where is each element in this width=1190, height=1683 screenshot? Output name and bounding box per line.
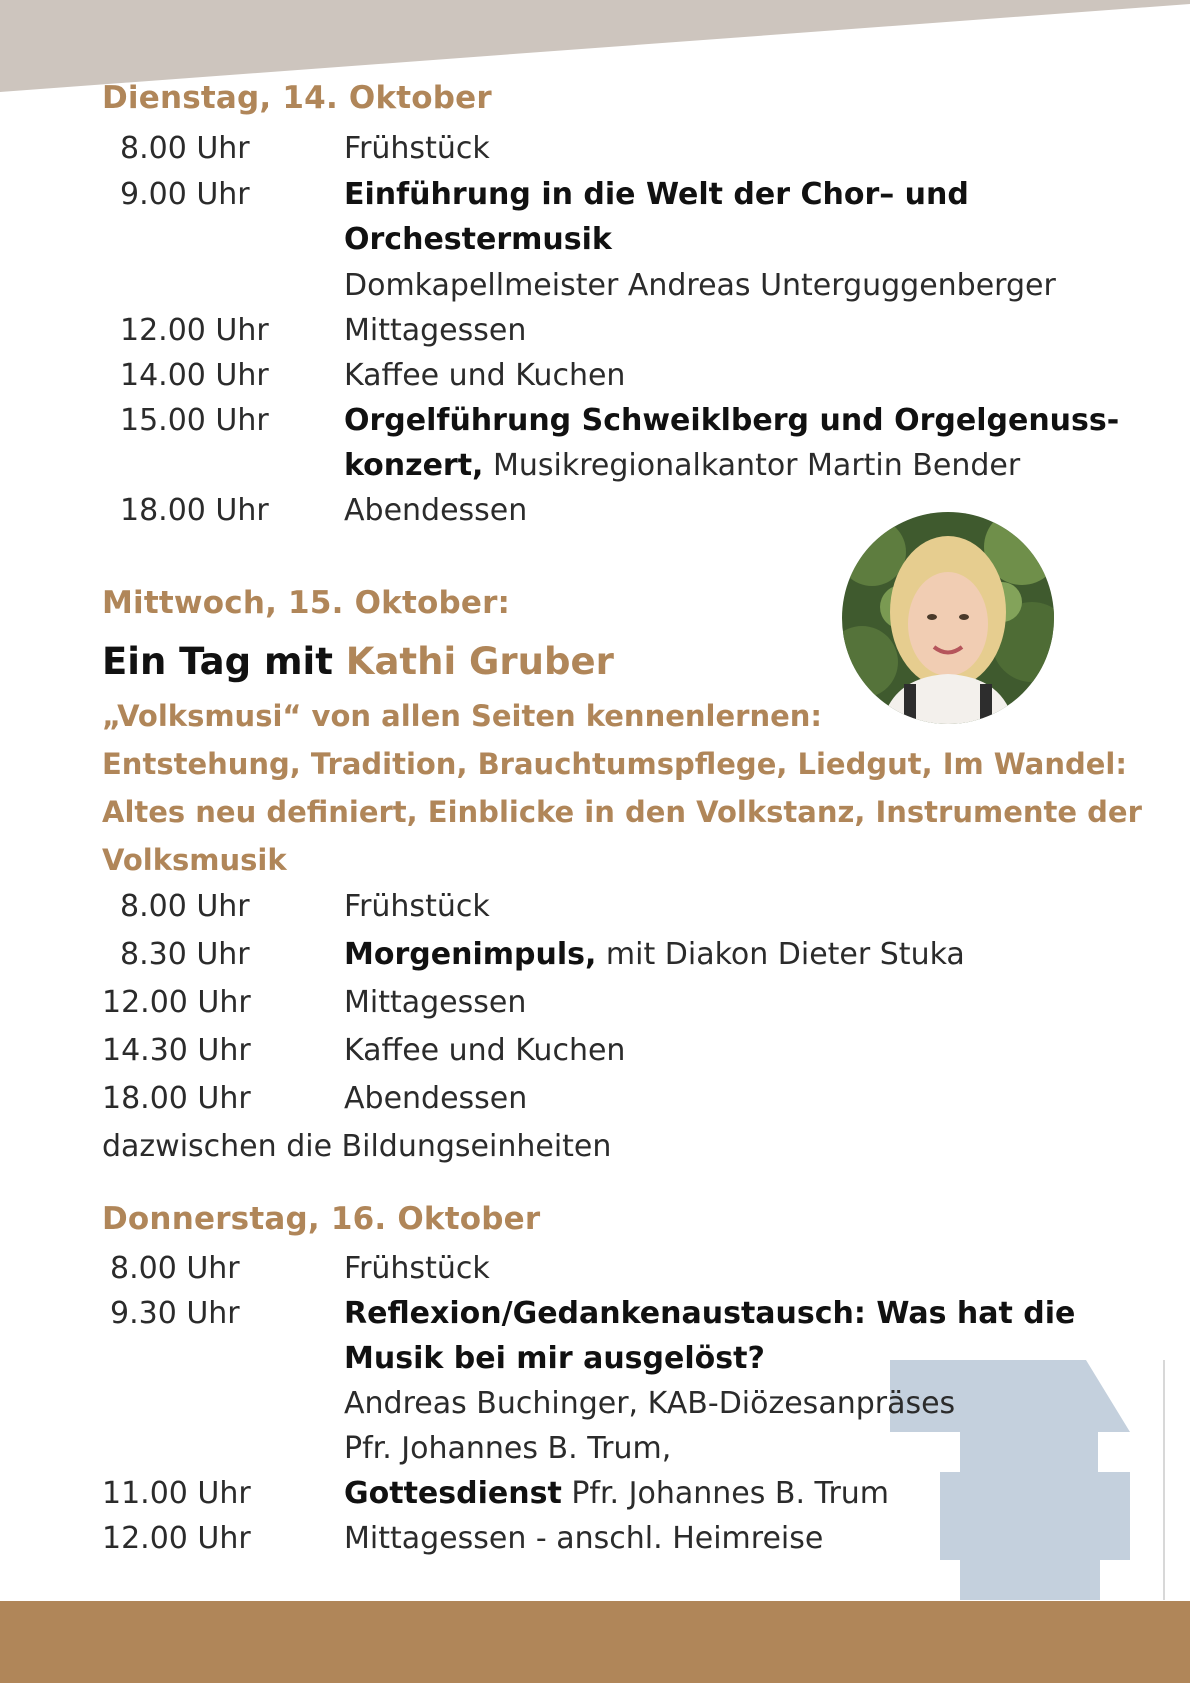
time-label: 11.00 Uhr [102,1476,251,1511]
activity-title: Orgelführung Schweiklberg und Orgelgenuss- [344,403,1120,438]
activity-title: Reflexion/Gedankenaustausch: Was hat die [344,1296,1076,1331]
activity-title-continued: Musik bei mir ausgelöst? [344,1341,765,1376]
topic-line: Entstehung, Tradition, Brauchtumspflege, Liedgut, Im Wandel: [102,747,1127,781]
activity-label: Kaffee und Kuchen [344,358,626,393]
time-label: 15.00 Uhr [120,403,269,438]
time-label: 12.00 Uhr [102,985,251,1020]
day-heading-wednesday: Mittwoch, 15. Oktober: [102,585,511,621]
activity-label: Abendessen [344,1081,528,1116]
activity-speaker: Andreas Buchinger, KAB-Diözesanpräses [344,1386,956,1421]
activity-line [344,932,1124,977]
activity-title-continued: konzert, [344,448,484,483]
activity-speaker: mit Diakon Dieter Stuka [596,937,965,972]
activity-speaker: Domkapellmeister Andreas Unterguggenberger [344,268,1056,303]
activity-title: Morgenimpuls, [344,937,597,972]
day-heading-thursday: Donnerstag, 16. Oktober [102,1201,541,1237]
activity-label: Frühstück [344,889,490,924]
topic-line: Volksmusik [102,843,287,877]
activity-speaker: Pfr. Johannes B. Trum, [344,1431,672,1466]
activity-label: Abendessen [344,493,528,528]
activity-speaker: Pfr. Johannes B. Trum [561,1476,890,1511]
activity-label: Kaffee und Kuchen [344,1033,626,1068]
activity-speaker: Musikregionalkantor Martin Bender [483,448,1021,483]
event-title-prefix: Ein Tag mit [102,640,346,683]
event-title [102,640,614,683]
time-label: 9.00 Uhr [120,177,250,212]
time-label: 18.00 Uhr [120,493,269,528]
activity-title: Gottesdienst [344,1476,562,1511]
time-label: 8.00 Uhr [120,131,250,166]
speaker-portrait-photo [842,512,1054,724]
topic-line: Altes neu definiert, Einblicke in den Volkstanz, Instrumente der [102,795,1142,829]
activity-title: Einführung in die Welt der Chor– und [344,177,969,212]
time-label: 14.30 Uhr [102,1033,251,1068]
time-label: 9.30 Uhr [110,1296,240,1331]
time-label: 8.00 Uhr [110,1251,240,1286]
bottom-band [0,1601,1190,1683]
activity-title-continued: Orchestermusik [344,222,612,257]
time-label: 8.00 Uhr [120,889,250,924]
topic-line: „Volksmusi“ von allen Seiten kennenlernen: [102,699,823,733]
activity-label: Mittagessen [344,985,527,1020]
activity-label: Frühstück [344,131,490,166]
activity-label: Frühstück [344,1251,490,1286]
time-label: 8.30 Uhr [120,937,250,972]
edge-divider [1163,1360,1165,1600]
day-heading-tuesday: Dienstag, 14. Oktober [102,80,492,116]
schedule-note: dazwischen die Bildungseinheiten [102,1129,612,1164]
time-label: 18.00 Uhr [102,1081,251,1116]
activity-label: Mittagessen - anschl. Heimreise [344,1521,824,1556]
activity-label: Mittagessen [344,313,527,348]
time-label: 14.00 Uhr [120,358,269,393]
activity-line [344,1471,1124,1516]
activity-line [344,443,1020,488]
speaker-name: Kathi Gruber [345,640,614,683]
time-label: 12.00 Uhr [120,313,269,348]
time-label: 12.00 Uhr [102,1521,251,1556]
